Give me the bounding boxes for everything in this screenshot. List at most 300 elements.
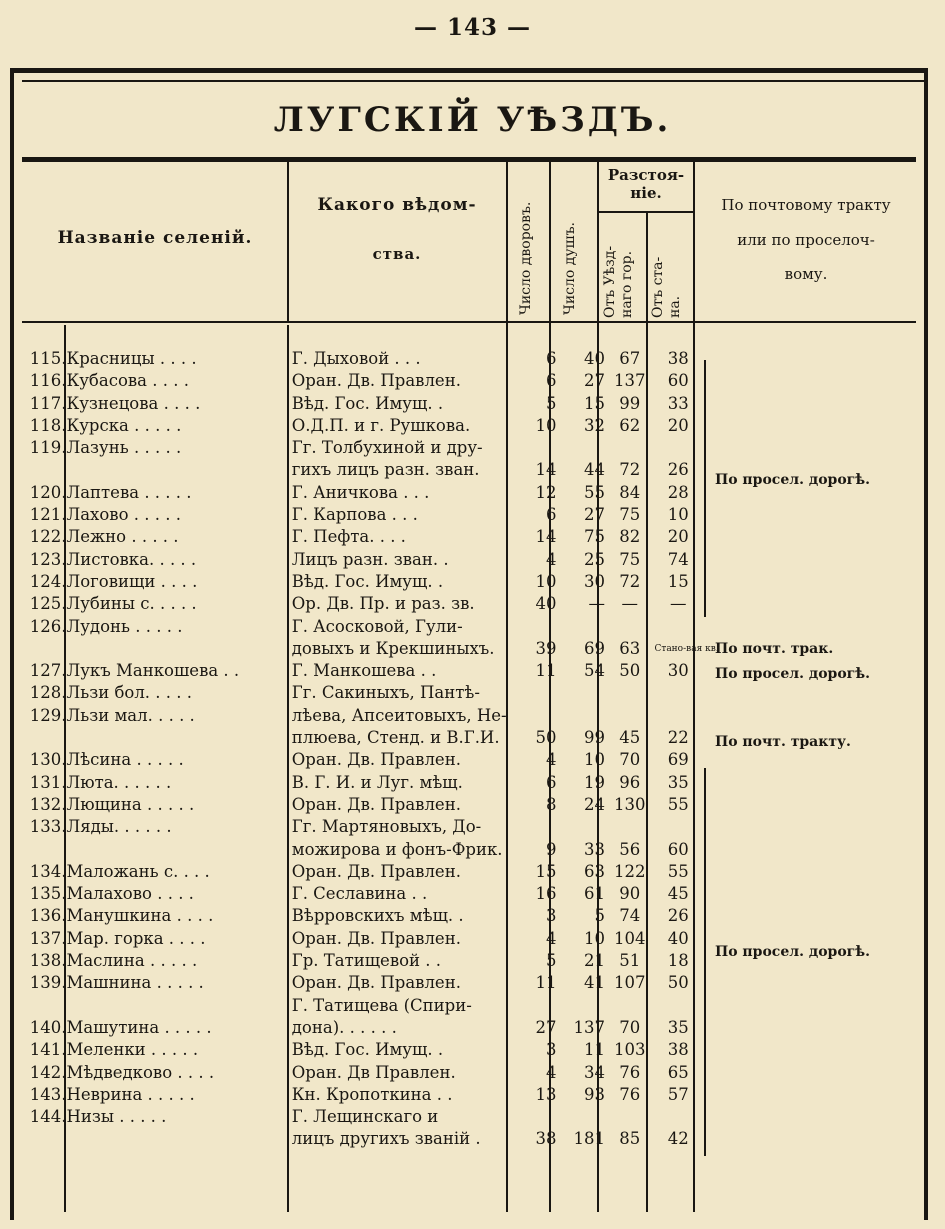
distance-town: 74 <box>619 906 641 926</box>
households-count: 4 <box>545 928 557 948</box>
header-route-line3: вому. <box>784 265 828 283</box>
department: Г. Пефта. . . . <box>291 527 406 547</box>
souls-count: 24 <box>583 794 605 814</box>
settlement-number: 133. <box>29 817 67 837</box>
distance-subrule <box>597 211 693 213</box>
settlement-name: Мар. горка . . . . <box>66 928 206 948</box>
route-note: По почт. тракту. <box>715 734 851 750</box>
households-count: 4 <box>545 549 557 569</box>
households-count <box>513 682 556 704</box>
brace-group-2 <box>704 768 714 1156</box>
settlement-number: 124. <box>29 571 67 591</box>
souls-count <box>556 1106 604 1128</box>
table-row <box>22 1017 702 1039</box>
distance-town: 75 <box>619 505 641 525</box>
department: О.Д.П. и г. Рушкова. <box>291 415 471 435</box>
households-count: 14 <box>535 527 557 547</box>
souls-count <box>556 616 604 638</box>
department: Кн. Кропоткина . . <box>291 1084 453 1104</box>
souls-count: 93 <box>583 1084 605 1104</box>
distance-station: 50 <box>667 973 689 993</box>
distance-town: 76 <box>619 1084 641 1104</box>
settlement-name <box>66 638 291 660</box>
settlement-name: Лахово . . . . . <box>66 505 181 525</box>
settlement-number <box>22 638 66 660</box>
settlement-name: Льзи мал. . . . . <box>66 705 195 725</box>
distance-town: — <box>621 594 638 614</box>
settlement-number: 115. <box>29 349 67 368</box>
households-count <box>513 995 556 1017</box>
households-count: 10 <box>535 415 557 435</box>
distance-station: 38 <box>667 1040 689 1060</box>
distance-station: 10 <box>667 505 689 525</box>
route-note: По просел. дорогѣ. <box>715 666 870 682</box>
settlement-name: Лазунь . . . . . <box>66 438 182 458</box>
settlement-number: 137. <box>29 928 67 948</box>
table-row <box>22 950 702 972</box>
route-note: По почт. трак. <box>715 641 834 657</box>
settlement-number: 118. <box>29 415 67 435</box>
souls-count: 75 <box>583 527 605 547</box>
households-count: 15 <box>535 861 557 881</box>
souls-count: 137 <box>573 1017 605 1037</box>
settlement-number: 119. <box>29 438 67 458</box>
souls-count: 54 <box>583 661 605 681</box>
souls-count: 10 <box>583 750 605 770</box>
distance-town: 51 <box>619 951 641 971</box>
distance-town <box>605 682 655 704</box>
settlement-number: 125. <box>29 594 67 614</box>
distance-station: 35 <box>667 772 689 792</box>
souls-count: 27 <box>583 371 605 391</box>
settlement-number: 127. <box>29 661 67 681</box>
col-divider <box>287 162 289 322</box>
distance-station: 15 <box>667 571 689 591</box>
table-row <box>22 772 702 794</box>
households-count: 16 <box>535 884 557 904</box>
settlement-number <box>22 995 66 1017</box>
souls-count: 15 <box>583 393 605 413</box>
distance-station: 22 <box>667 728 689 748</box>
distance-town: 75 <box>619 549 641 569</box>
settlement-name: Листовка. . . . . <box>66 549 197 569</box>
table-row <box>22 727 702 749</box>
page-title: ЛУГСКІЙ УѢЗДЪ. <box>273 100 672 140</box>
households-count: 11 <box>535 973 557 993</box>
table-row <box>22 660 702 682</box>
distance-station <box>654 616 702 638</box>
settlement-number: 131. <box>29 772 67 792</box>
header-route-line2: или по проселоч- <box>737 230 875 249</box>
department: Гг. Толбухиной и дру- <box>291 438 483 458</box>
distance-town: 72 <box>619 571 641 591</box>
distance-town: 67 <box>619 349 641 368</box>
distance-station: 42 <box>667 1129 689 1149</box>
distance-town: 107 <box>613 973 646 993</box>
distance-station <box>654 816 702 838</box>
header-distance-line2: ніе. <box>630 184 662 202</box>
distance-station: 30 <box>667 661 689 681</box>
distance-station: 74 <box>667 549 689 569</box>
department: гихъ лицъ разн. зван. <box>291 460 480 480</box>
department: Оран. Дв Правлен. <box>291 1062 456 1082</box>
distance-town: 63 <box>619 638 641 658</box>
header-settlement: Названіе селеній. <box>57 228 253 248</box>
settlement-name: Машнина . . . . . <box>66 973 204 993</box>
table-row <box>22 905 702 927</box>
department: Г. Лещинскаго и <box>291 1107 439 1127</box>
header-department-line2: ства. <box>372 245 422 264</box>
department: Г. Асосковой, Гули- <box>291 616 463 636</box>
distance-station: 45 <box>667 884 689 904</box>
department: Оран. Дв. Правлен. <box>291 371 461 391</box>
distance-town: 103 <box>613 1040 646 1060</box>
department: Г. Манкошева . . <box>291 661 437 681</box>
table-row <box>22 972 702 994</box>
settlement-name: Логовищи . . . . <box>66 571 198 591</box>
table-row <box>22 482 702 504</box>
department: Гр. Татищевой . . <box>291 951 442 971</box>
souls-count <box>556 437 604 459</box>
souls-count <box>556 995 604 1017</box>
distance-town <box>605 995 655 1017</box>
distance-station: 65 <box>667 1062 689 1082</box>
header-from-town-line2: наго гор. <box>619 250 635 318</box>
header-from-town-line1: Отъ Уѣзд- <box>602 245 618 318</box>
households-count: 11 <box>535 661 557 681</box>
souls-count: 44 <box>583 460 605 480</box>
households-count <box>513 616 556 638</box>
settlement-number: 121. <box>29 505 67 525</box>
frame-inner-rule <box>22 80 924 82</box>
table-row <box>22 816 702 838</box>
table-row <box>22 682 702 704</box>
distance-station: 57 <box>667 1084 689 1104</box>
department: можирова и фонъ-Фрик. <box>291 839 503 859</box>
households-count <box>513 816 556 838</box>
settlement-name: Ляды. . . . . . <box>66 817 172 837</box>
department: Вѣд. Гос. Имущ. . <box>291 393 444 413</box>
settlement-name: Кузнецова . . . . <box>66 393 201 413</box>
department: Гг. Сакиныхъ, Пантѣ- <box>291 683 480 703</box>
distance-station: 60 <box>667 839 689 859</box>
distance-town: 45 <box>619 728 641 748</box>
households-count: 13 <box>535 1084 557 1104</box>
settlement-name <box>66 1128 291 1150</box>
header-top-rule <box>22 157 916 162</box>
distance-station <box>654 437 702 459</box>
distance-town <box>605 705 655 727</box>
souls-count: 61 <box>583 884 605 904</box>
distance-town: 90 <box>619 884 641 904</box>
distance-town: 104 <box>613 928 646 948</box>
header-from-town <box>602 246 636 318</box>
settlement-number: 141. <box>29 1040 67 1060</box>
settlement-name: Кубасова . . . . <box>66 371 189 391</box>
souls-count: 34 <box>583 1062 605 1082</box>
distance-town: 99 <box>619 393 641 413</box>
distance-town: 137 <box>613 371 646 391</box>
souls-count: 41 <box>583 973 605 993</box>
settlement-number: 139. <box>29 973 67 993</box>
distance-station: 26 <box>667 906 689 926</box>
table-row <box>22 705 702 727</box>
distance-town <box>605 816 655 838</box>
header-souls: Число душъ. <box>562 222 578 315</box>
souls-count: 63 <box>583 861 605 881</box>
distance-town: 122 <box>613 861 646 881</box>
settlement-name: Маслина . . . . . <box>66 951 198 971</box>
households-count: 4 <box>545 750 557 770</box>
department: дона). . . . . . <box>291 1017 397 1037</box>
souls-count: 5 <box>594 906 605 926</box>
distance-town: 56 <box>619 839 641 859</box>
table-row <box>22 638 702 660</box>
settlement-name: Лудонь . . . . . <box>66 616 183 636</box>
settlement-name: Курска . . . . . <box>66 415 182 435</box>
settlement-number: 130. <box>29 750 67 770</box>
department: Оран. Дв. Правлен. <box>291 861 461 881</box>
distance-station: 28 <box>667 482 689 502</box>
header-from-station <box>650 257 684 318</box>
table-row <box>22 1039 702 1061</box>
table-row <box>22 549 702 571</box>
station-quarter-note: Стано-вая кв. <box>654 644 719 655</box>
settlement-number: 135. <box>29 884 67 904</box>
settlement-number: 122. <box>29 527 67 547</box>
table-row <box>22 861 702 883</box>
households-count <box>513 705 556 727</box>
distance-town: 84 <box>619 482 641 502</box>
department: Лицъ разн. зван. . <box>291 549 449 569</box>
table-row <box>22 1084 702 1106</box>
households-count: 10 <box>535 571 557 591</box>
settlement-name <box>66 995 291 1017</box>
souls-count: 30 <box>583 571 605 591</box>
table-row <box>22 393 702 415</box>
settlement-number <box>22 839 66 861</box>
distance-station: 60 <box>667 371 689 391</box>
distance-station: — <box>669 594 687 614</box>
distance-station: 38 <box>667 349 689 368</box>
households-count: 50 <box>535 728 557 748</box>
households-count: 6 <box>545 349 557 368</box>
households-count: 9 <box>545 839 557 859</box>
header-from-station-line1: Отъ ста- <box>650 256 666 318</box>
distance-town: 96 <box>619 772 641 792</box>
souls-count: 69 <box>583 638 605 658</box>
settlement-name: Лубины с. . . . . <box>66 594 197 614</box>
department: Оран. Дв. Правлен. <box>291 973 461 993</box>
souls-count <box>556 682 604 704</box>
settlement-number: 136. <box>29 906 67 926</box>
distance-station: 20 <box>667 527 689 547</box>
department: Гг. Мартяновыхъ, До- <box>291 817 482 837</box>
table-row <box>22 370 702 392</box>
table-row <box>22 504 702 526</box>
settlement-number: 116. <box>29 371 67 391</box>
households-count: 6 <box>545 505 557 525</box>
department: довыхъ и Крекшиныхъ. <box>291 638 495 658</box>
table-row <box>22 1062 702 1084</box>
department: Г. Сеславина . . <box>291 884 428 904</box>
distance-town: 50 <box>619 661 641 681</box>
souls-count: 99 <box>583 728 605 748</box>
settlement-number: 143. <box>29 1084 67 1104</box>
route-note: По просел. дорогѣ. <box>715 944 870 960</box>
route-note: По просел. дорогѣ. <box>715 472 870 488</box>
households-count: 8 <box>545 794 557 814</box>
department: Оран. Дв. Правлен. <box>291 794 461 814</box>
header-from-station-line2: на. <box>667 295 683 318</box>
distance-station <box>654 995 702 1017</box>
households-count: 6 <box>545 772 557 792</box>
distance-town <box>605 616 655 638</box>
souls-count: 19 <box>583 772 605 792</box>
department: Г. Татищева (Спири- <box>291 995 472 1015</box>
souls-count: — <box>588 594 605 614</box>
page-number: — 143 — <box>413 14 532 41</box>
souls-count: 33 <box>583 839 605 859</box>
distance-town: 76 <box>619 1062 641 1082</box>
settlement-number <box>22 727 66 749</box>
table-row <box>22 616 702 638</box>
settlement-name: Манушкина . . . . <box>66 906 214 926</box>
distance-town: 82 <box>619 527 641 547</box>
settlement-name <box>66 459 291 481</box>
households-count: 5 <box>545 951 557 971</box>
settlement-name: Машутина . . . . . <box>66 1017 212 1037</box>
header-department-line1: Какого вѣдом- <box>317 195 477 215</box>
souls-count: 25 <box>583 549 605 569</box>
table-row <box>22 794 702 816</box>
households-count: 27 <box>535 1017 557 1037</box>
table-row <box>22 459 702 481</box>
table-row <box>22 526 702 548</box>
distance-town <box>605 437 655 459</box>
souls-count <box>556 705 604 727</box>
households-count: 38 <box>535 1129 557 1149</box>
header-households: Число дворовъ. <box>518 201 534 315</box>
settlement-number: 132. <box>29 794 67 814</box>
department: Вѣд. Гос. Имущ. . <box>291 1040 444 1060</box>
settlement-name <box>66 839 291 861</box>
department: Г. Аничкова . . . <box>291 482 430 502</box>
settlement-name: Мѣдведково . . . . <box>66 1062 215 1082</box>
distance-station <box>654 682 702 704</box>
settlement-name: Неврина . . . . . <box>66 1084 195 1104</box>
department: плюева, Стенд. и В.Г.И. <box>291 728 500 748</box>
settlement-name: Лаптева . . . . . <box>66 482 192 502</box>
souls-count: 10 <box>583 928 605 948</box>
table-row <box>22 1106 702 1128</box>
table-row <box>22 928 702 950</box>
distance-town: 72 <box>619 460 641 480</box>
department: Г. Карпова . . . <box>291 505 418 525</box>
distance-station <box>654 705 702 727</box>
table-row <box>22 883 702 905</box>
table-row <box>22 437 702 459</box>
distance-town: 70 <box>619 1017 641 1037</box>
department: лицъ другихъ званій . <box>291 1129 481 1149</box>
households-count: 39 <box>535 638 557 658</box>
souls-count: 32 <box>583 415 605 435</box>
distance-station: 55 <box>667 794 689 814</box>
households-count: 5 <box>545 393 557 413</box>
settlement-number: 126. <box>29 616 67 636</box>
table-row <box>22 571 702 593</box>
department: Ор. Дв. Пр. и раз. зв. <box>291 594 475 614</box>
settlement-name: Низы . . . . . <box>66 1107 167 1127</box>
distance-town: 85 <box>619 1129 641 1149</box>
settlement-number: 128. <box>29 683 67 703</box>
settlement-name: Лющина . . . . . <box>66 794 195 814</box>
distance-station: 26 <box>667 460 689 480</box>
settlement-number: 134. <box>29 861 67 881</box>
settlement-name: Красницы . . . . <box>66 349 197 368</box>
table-row <box>22 415 702 437</box>
department: Оран. Дв. Правлен. <box>291 928 461 948</box>
distance-station: 55 <box>667 861 689 881</box>
header-route-line1: По почтовому тракту <box>721 196 891 214</box>
settlement-number: 117. <box>29 393 67 413</box>
households-count: 3 <box>545 906 557 926</box>
header-route <box>698 188 914 292</box>
header-distance-line1: Разстоя- <box>607 166 685 184</box>
souls-count <box>556 816 604 838</box>
households-count: 14 <box>535 460 557 480</box>
settlement-number: 142. <box>29 1062 67 1082</box>
table-row <box>22 593 702 615</box>
souls-count: 11 <box>583 1040 605 1060</box>
souls-count: 27 <box>583 505 605 525</box>
header-department <box>290 195 504 263</box>
distance-town: 70 <box>619 750 641 770</box>
table-row <box>22 839 702 861</box>
households-count: 6 <box>545 371 557 391</box>
souls-count: 181 <box>573 1129 605 1149</box>
header-distance <box>599 166 693 202</box>
table-row <box>22 1128 702 1150</box>
table-row <box>22 749 702 771</box>
department: Г. Дыховой . . . <box>291 349 421 368</box>
households-count <box>513 437 556 459</box>
settlement-name <box>66 727 291 749</box>
table-row <box>22 348 702 370</box>
distance-station: 20 <box>667 415 689 435</box>
department: лѣева, Апсеитовыхъ, Не- <box>291 705 507 725</box>
settlement-name: Маложань с. . . . <box>66 861 210 881</box>
department: В. Г. И. и Луг. мѣщ. <box>291 772 463 792</box>
households-count <box>513 1106 556 1128</box>
settlement-number: 144. <box>29 1107 67 1127</box>
settlements-table <box>22 348 719 1151</box>
distance-town: 130 <box>613 794 646 814</box>
settlement-name: Лукъ Манкошева . . <box>66 661 240 681</box>
settlement-name: Лежно . . . . . <box>66 527 179 547</box>
souls-count: 21 <box>583 951 605 971</box>
settlement-name: Меленки . . . . . <box>66 1040 199 1060</box>
distance-station: 69 <box>667 750 689 770</box>
settlement-number: 123. <box>29 549 67 569</box>
households-count: 4 <box>545 1062 557 1082</box>
department: Оран. Дв. Правлен. <box>291 750 461 770</box>
settlement-name: Люта. . . . . . <box>66 772 172 792</box>
distance-town: 62 <box>619 415 641 435</box>
households-count: 12 <box>535 482 557 502</box>
households-count: 3 <box>545 1040 557 1060</box>
settlement-name: Льзи бол. . . . . <box>66 683 192 703</box>
